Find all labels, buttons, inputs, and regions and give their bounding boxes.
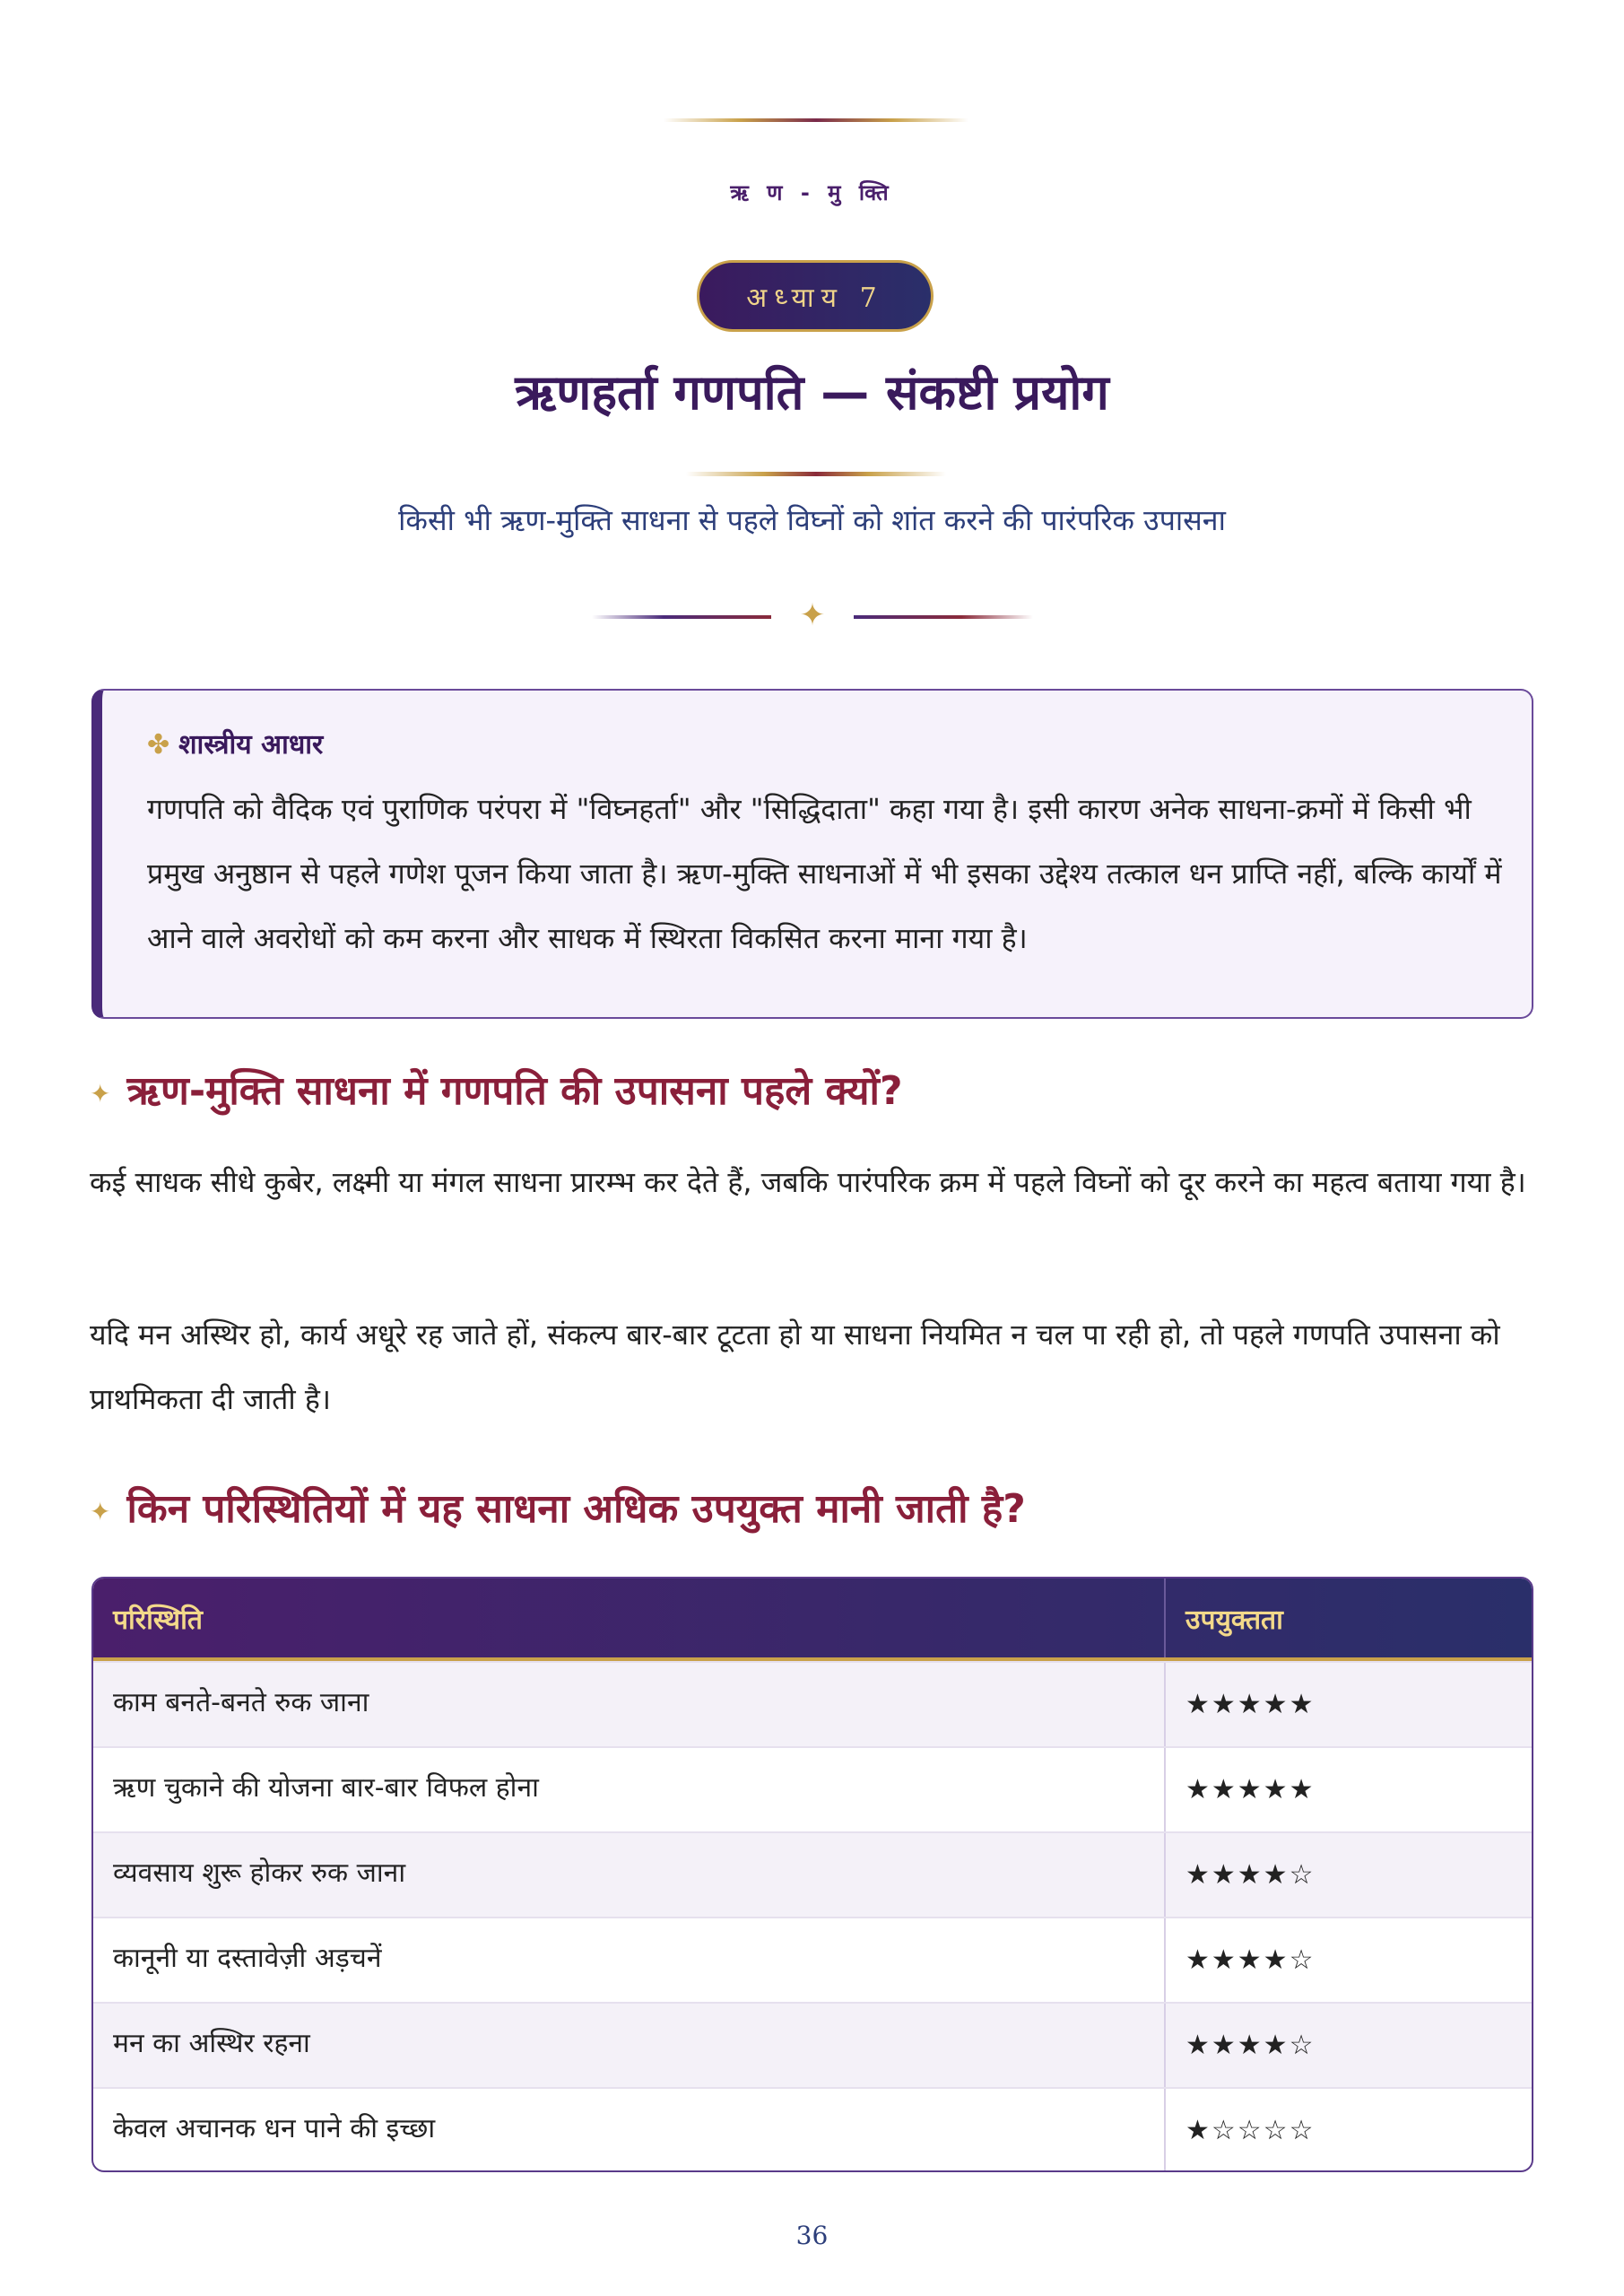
- callout-heading-text: शास्त्रीय आधार: [178, 729, 324, 761]
- table-row: [93, 1746, 1532, 1831]
- ornament-line-left: [592, 615, 771, 619]
- scriptural-basis-callout: [91, 689, 1533, 1019]
- paragraph: कई साधक सीधे कुबेर, लक्ष्मी या मंगल साधना प्रारम्भ कर देते हैं, जबकि पारंपरिक क्रम में पहले विघ्नों को दूर करने का महत्व बताया गया है।: [90, 1165, 1526, 1199]
- ornament-star-icon: ✦: [799, 597, 826, 633]
- rating-stars: ★★★★☆: [1185, 2030, 1316, 2061]
- situation-cell: व्यवसाय शुरू होकर रुक जाना: [93, 1833, 1166, 1917]
- callout-body: गणपति को वैदिक एवं पुराणिक परंपरा में "विघ्नहर्ता" और "सिद्धिदाता" कहा गया है। इसी कारण अनेक साधना-क्रमों में किसी भी प्रमुख अनुष्ठान से पहले गणेश पूजन किया जाता है। ऋण-मुक्ति साधनाओं में भी इसका उद्देश्य तत्काल धन प्राप्ति नहीं, बल्कि कार्यों में आने वाले अवरोधों को कम करना और साधक में स्थिरता विकसित करना माना गया है।: [147, 792, 1502, 955]
- star-bullet-icon: ✦: [90, 1496, 111, 1526]
- table-body: [93, 1661, 1532, 2172]
- section-heading-why-ganapati: [90, 1062, 902, 1116]
- rating-stars: ★★★★★: [1185, 1689, 1316, 1720]
- page-number: 36: [795, 2221, 829, 2250]
- situation-cell: केवल अचानक धन पाने की इच्छा: [93, 2089, 1166, 2172]
- chapter-title: ऋणहर्ता गणपति — संकष्टी प्रयोग: [515, 364, 1109, 421]
- table-header-row: [93, 1578, 1532, 1661]
- chapter-badge: अध्याय 7: [697, 260, 934, 332]
- rating-stars: ★☆☆☆☆: [1185, 2115, 1316, 2146]
- rating-stars: ★★★★★: [1185, 1774, 1316, 1805]
- running-head: ऋ ण - मु क्ति: [730, 180, 894, 205]
- section-heading-text: किन परिस्थितियों में यह साधना अधिक उपयुक्त मानी जाती है?: [126, 1486, 1026, 1532]
- situation-cell: कानूनी या दस्तावेज़ी अड़चनें: [93, 1918, 1166, 2002]
- situation-cell: ऋण चुकाने की योजना बार-बार विफल होना: [93, 1748, 1166, 1831]
- suitability-table: [91, 1577, 1533, 2172]
- table-row: [93, 1917, 1532, 2002]
- title-underline: [686, 472, 946, 476]
- ornament-line-right: [854, 615, 1033, 619]
- situation-cell: मन का अस्थिर रहना: [93, 2004, 1166, 2087]
- rating-stars: ★★★★☆: [1185, 1859, 1316, 1891]
- section-heading-text: ऋण-मुक्ति साधना में गणपति की उपासना पहले क्यों?: [126, 1068, 903, 1114]
- situation-cell: काम बनते-बनते रुक जाना: [93, 1663, 1166, 1746]
- callout-heading: [147, 725, 323, 761]
- table-row: [93, 2002, 1532, 2087]
- column-header-situation: परिस्थिति: [93, 1578, 1166, 1657]
- chapter-subtitle: किसी भी ऋण-मुक्ति साधना से पहले विघ्नों को शांत करने की पारंपरिक उपासना: [398, 503, 1226, 537]
- flower-icon: ✤: [147, 729, 170, 761]
- table-row: [93, 1831, 1532, 1917]
- paragraph: यदि मन अस्थिर हो, कार्य अधूरे रह जाते हों, संकल्प बार-बार टूटता हो या साधना नियमित न चल पा रही हो, तो पहले गणपति उपासना को प्राथमिकता दी जाती है।: [90, 1318, 1500, 1416]
- rating-stars: ★★★★☆: [1185, 1944, 1316, 1976]
- table-row: [93, 1661, 1532, 1746]
- top-decorative-rule: [664, 118, 968, 122]
- column-header-suitability: उपयुक्तता: [1185, 1604, 1283, 1636]
- star-bullet-icon: ✦: [90, 1078, 111, 1109]
- table-row: [93, 2087, 1532, 2172]
- section-heading-situations: [90, 1480, 1026, 1534]
